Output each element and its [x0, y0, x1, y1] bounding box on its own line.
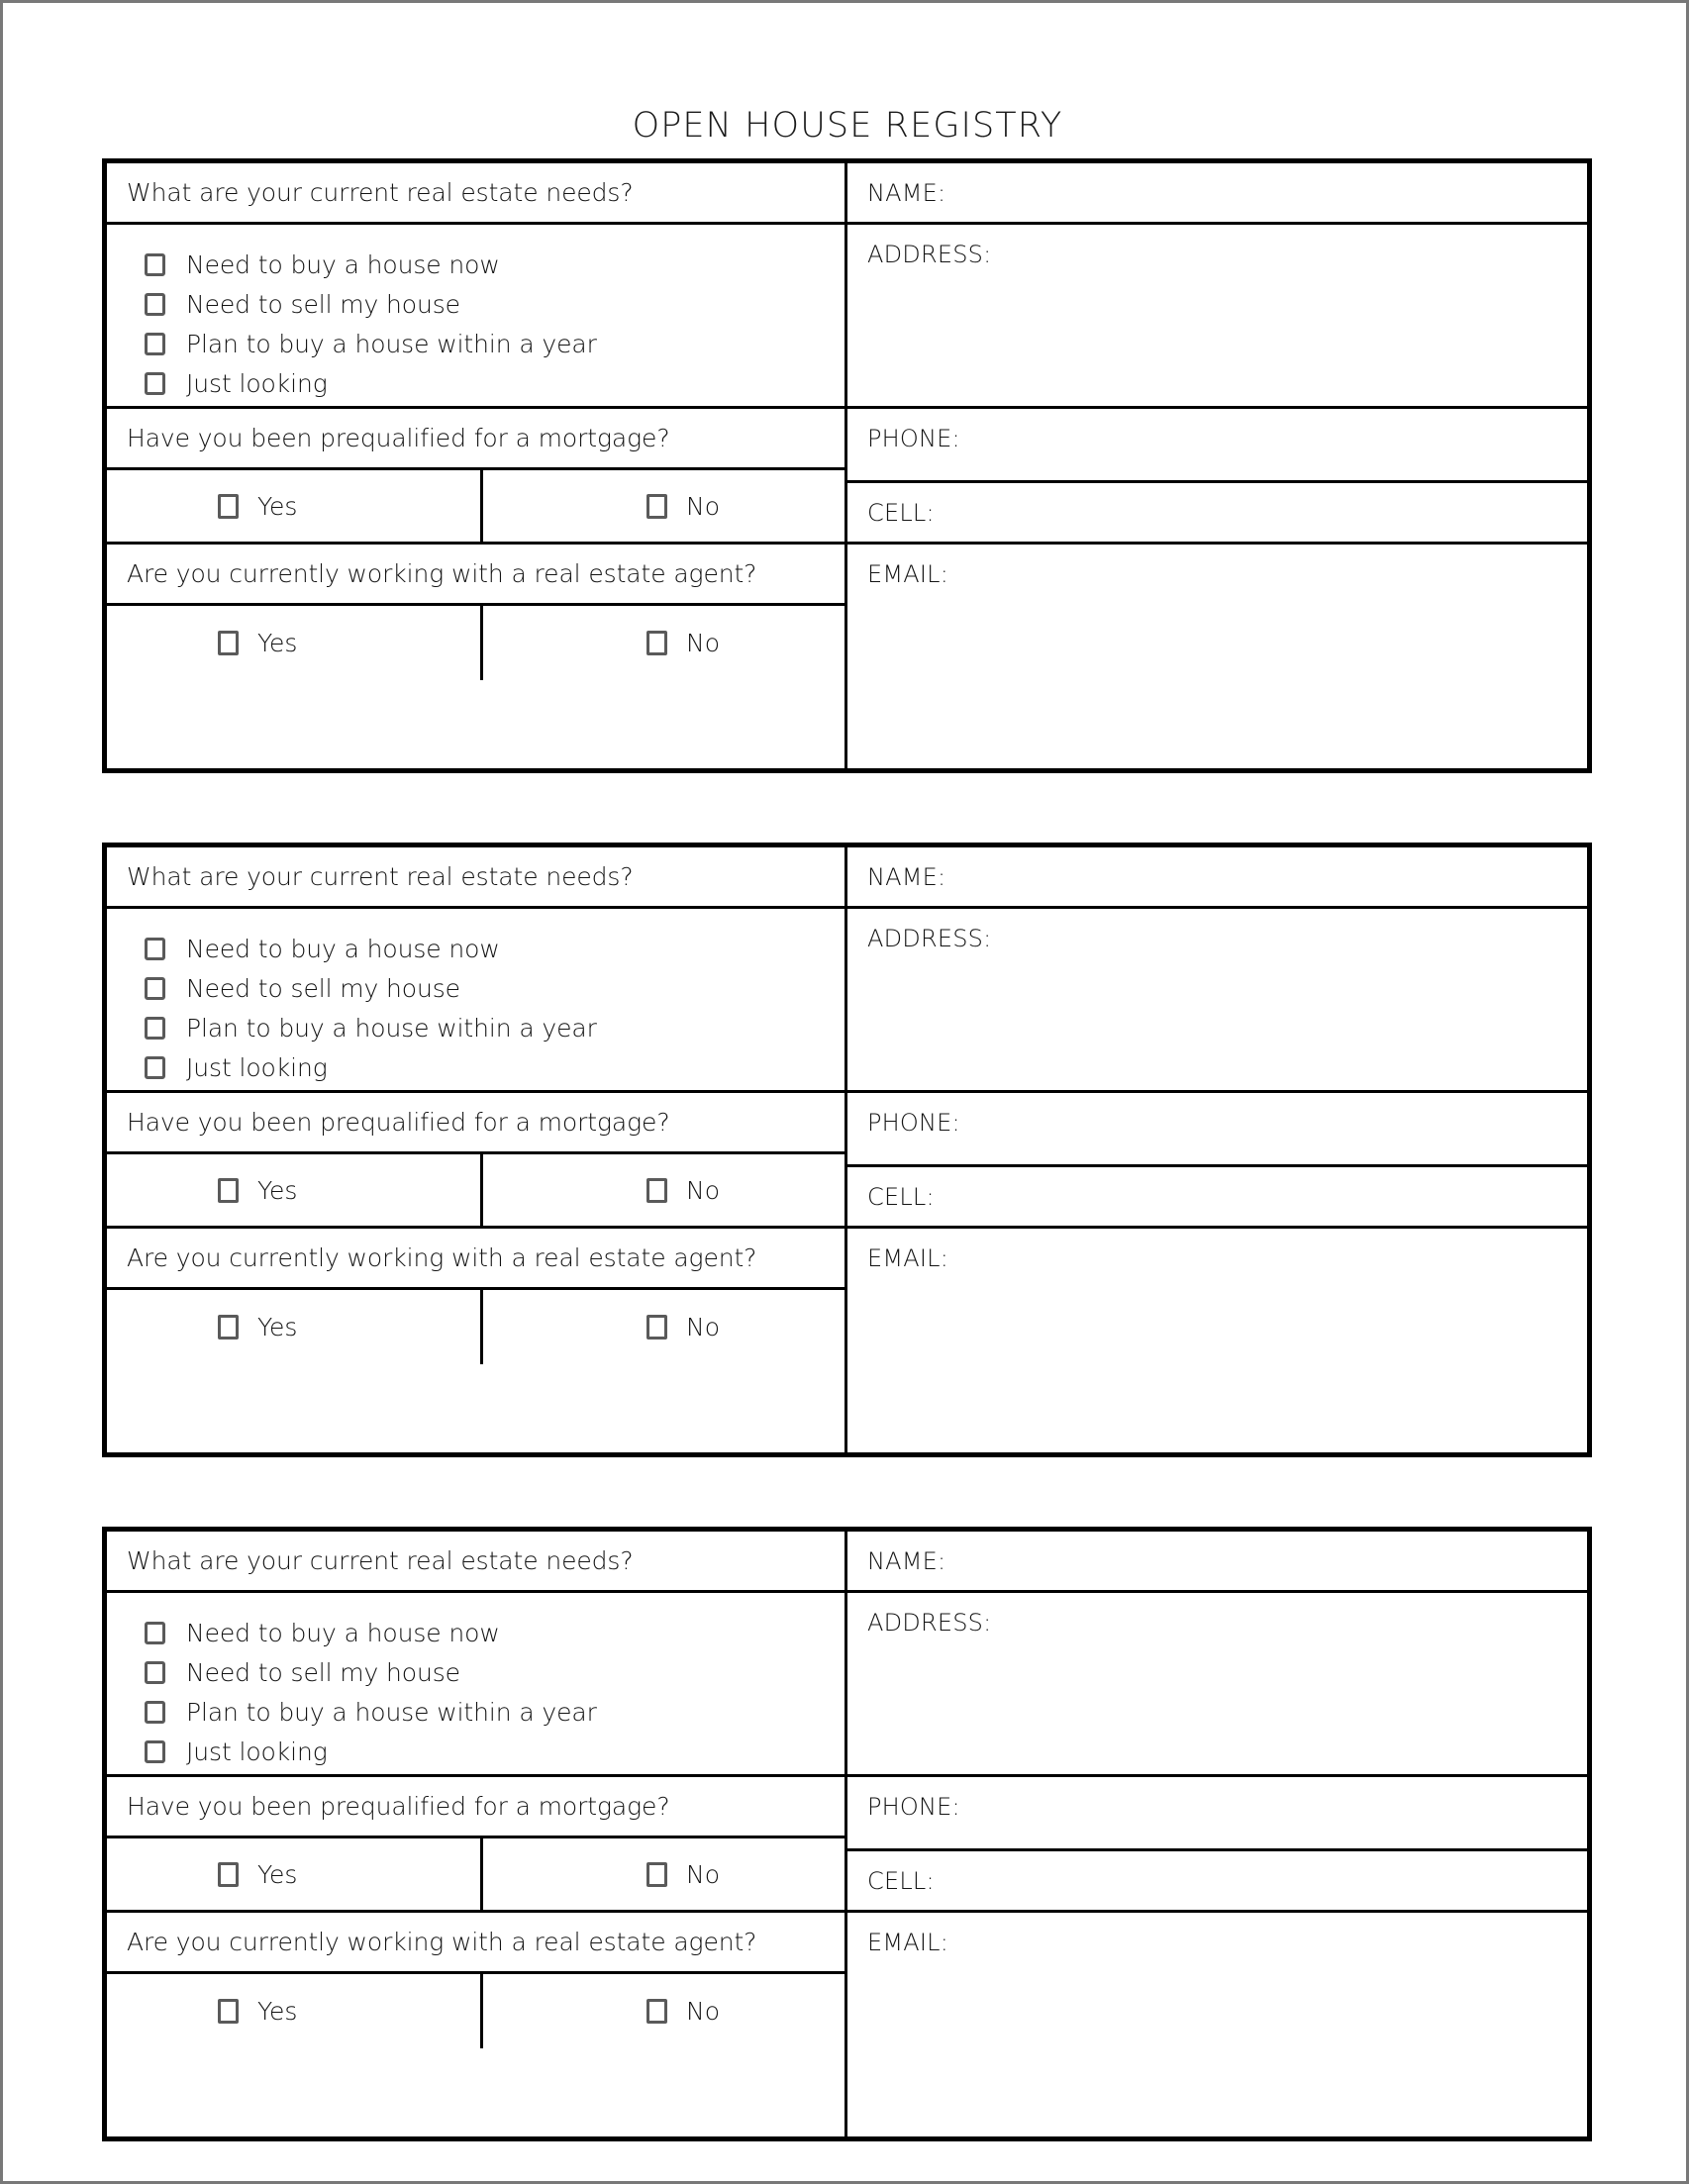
- answer-label: Yes: [257, 1175, 298, 1205]
- option-label: Need to sell my house: [186, 289, 460, 319]
- address-field[interactable]: [847, 909, 1587, 1093]
- checkbox-icon[interactable]: [646, 1862, 667, 1887]
- checkbox-icon[interactable]: [145, 1017, 165, 1040]
- question-needs-label: What are your current real estate needs?: [127, 178, 634, 207]
- questions-column: [107, 847, 847, 1452]
- question-prequalified-row: [107, 409, 844, 470]
- question-agent-row: [107, 1913, 844, 1974]
- prequalified-answer-row: [107, 1154, 844, 1229]
- checkbox-icon[interactable]: [145, 977, 165, 1000]
- question-prequalified-row: [107, 1777, 844, 1838]
- answer-label: No: [686, 1313, 720, 1341]
- question-agent-label: Are you currently working with a real estate agent?: [127, 1928, 757, 1956]
- address-label: ADDRESS:: [867, 925, 992, 952]
- option-row[interactable]: [145, 1008, 844, 1047]
- email-label: EMAIL:: [867, 1244, 949, 1272]
- contact-column: [847, 1532, 1587, 2136]
- checkbox-icon[interactable]: [145, 253, 165, 276]
- agent-yes-cell[interactable]: [107, 1290, 483, 1364]
- option-label: Plan to buy a house within a year: [186, 1697, 597, 1727]
- cell-label: CELL:: [867, 1183, 935, 1211]
- answer-label: No: [686, 1175, 720, 1205]
- checkbox-icon[interactable]: [218, 1178, 239, 1203]
- email-field[interactable]: [847, 1229, 1587, 1452]
- answer-label: No: [686, 491, 720, 521]
- cell-field[interactable]: [847, 483, 1587, 545]
- email-field[interactable]: [847, 545, 1587, 768]
- option-row[interactable]: [145, 1613, 844, 1652]
- questions-column: [107, 163, 847, 768]
- phone-label: PHONE:: [867, 1793, 960, 1821]
- phone-label: PHONE:: [867, 1109, 960, 1137]
- option-row[interactable]: [145, 1652, 844, 1692]
- agent-no-cell[interactable]: [483, 1974, 844, 2048]
- name-label: NAME:: [867, 863, 946, 891]
- checkbox-icon[interactable]: [145, 1661, 165, 1684]
- registry-entry-block-2: [102, 843, 1592, 1457]
- question-prequalified-label: Have you been prequalified for a mortgage?: [127, 424, 670, 452]
- question-prequalified-label: Have you been prequalified for a mortgage?: [127, 1108, 670, 1137]
- answer-label: No: [686, 629, 720, 657]
- option-label: Need to buy a house now: [186, 1618, 500, 1647]
- checkbox-icon[interactable]: [145, 293, 165, 316]
- checkbox-icon[interactable]: [145, 1622, 165, 1644]
- answer-label: Yes: [257, 1313, 298, 1341]
- name-label: NAME:: [867, 179, 946, 207]
- question-needs-label: What are your current real estate needs?: [127, 1546, 634, 1575]
- agent-no-cell[interactable]: [483, 606, 844, 680]
- address-field[interactable]: [847, 1593, 1587, 1777]
- option-label: Just looking: [186, 368, 328, 398]
- page-title: OPEN HOUSE REGISTRY: [632, 106, 1063, 146]
- prequalified-answer-row: [107, 470, 844, 545]
- prequalified-no-cell[interactable]: [483, 1838, 844, 1910]
- name-field[interactable]: [847, 847, 1587, 909]
- option-row[interactable]: [145, 363, 844, 403]
- answer-label: Yes: [257, 1997, 298, 2026]
- checkbox-icon[interactable]: [646, 631, 667, 655]
- name-field[interactable]: [847, 1532, 1587, 1593]
- question-needs-row: [107, 163, 844, 225]
- needs-options-group: [107, 225, 844, 409]
- question-needs-row: [107, 1532, 844, 1593]
- option-row[interactable]: [145, 1047, 844, 1087]
- checkbox-icon[interactable]: [218, 494, 239, 519]
- option-label: Need to sell my house: [186, 973, 460, 1003]
- cell-field[interactable]: [847, 1167, 1587, 1229]
- needs-options-group: [107, 1593, 844, 1777]
- email-label: EMAIL:: [867, 560, 949, 588]
- agent-answer-row: [107, 606, 844, 680]
- question-prequalified-label: Have you been prequalified for a mortgage?: [127, 1792, 670, 1821]
- option-label: Plan to buy a house within a year: [186, 329, 597, 358]
- question-needs-label: What are your current real estate needs?: [127, 862, 634, 891]
- option-row[interactable]: [145, 245, 844, 284]
- question-prequalified-row: [107, 1093, 844, 1154]
- question-agent-row: [107, 1229, 844, 1290]
- option-row[interactable]: [145, 929, 844, 968]
- question-agent-label: Are you currently working with a real estate agent?: [127, 559, 757, 588]
- option-row[interactable]: [145, 284, 844, 324]
- phone-field[interactable]: [847, 1093, 1587, 1167]
- name-label: NAME:: [867, 1547, 946, 1575]
- option-label: Need to buy a house now: [186, 934, 500, 963]
- checkbox-icon[interactable]: [646, 1178, 667, 1203]
- question-agent-row: [107, 545, 844, 606]
- checkbox-icon[interactable]: [145, 1740, 165, 1763]
- needs-options-group: [107, 909, 844, 1093]
- prequalified-no-cell[interactable]: [483, 1154, 844, 1226]
- prequalified-no-cell[interactable]: [483, 470, 844, 542]
- checkbox-icon[interactable]: [646, 1999, 667, 2024]
- answer-label: Yes: [257, 491, 298, 521]
- prequalified-yes-cell[interactable]: [107, 1154, 483, 1226]
- checkbox-icon[interactable]: [218, 1999, 239, 2024]
- agent-no-cell[interactable]: [483, 1290, 844, 1364]
- email-label: EMAIL:: [867, 1929, 949, 1956]
- address-label: ADDRESS:: [867, 241, 992, 268]
- answer-label: Yes: [257, 629, 298, 657]
- checkbox-icon[interactable]: [218, 631, 239, 655]
- phone-label: PHONE:: [867, 425, 960, 452]
- phone-field[interactable]: [847, 1777, 1587, 1851]
- option-label: Just looking: [186, 1052, 328, 1082]
- answer-label: No: [686, 1997, 720, 2026]
- option-row[interactable]: [145, 968, 844, 1008]
- questions-column: [107, 1532, 847, 2136]
- checkbox-icon[interactable]: [646, 494, 667, 519]
- question-agent-label: Are you currently working with a real estate agent?: [127, 1243, 757, 1272]
- registry-entry-block-3: [102, 1527, 1592, 2141]
- agent-yes-cell[interactable]: [107, 606, 483, 680]
- option-row[interactable]: [145, 324, 844, 363]
- checkbox-icon[interactable]: [218, 1315, 239, 1340]
- answer-label: No: [686, 1859, 720, 1889]
- checkbox-icon[interactable]: [646, 1315, 667, 1340]
- address-field[interactable]: [847, 225, 1587, 409]
- option-row[interactable]: [145, 1732, 844, 1771]
- agent-answer-row: [107, 1290, 844, 1364]
- cell-label: CELL:: [867, 1867, 935, 1895]
- registry-entry-block-1: [102, 158, 1592, 773]
- contact-column: [847, 847, 1587, 1452]
- question-needs-row: [107, 847, 844, 909]
- cell-label: CELL:: [867, 499, 935, 527]
- option-label: Need to buy a house now: [186, 249, 500, 279]
- prequalified-yes-cell[interactable]: [107, 1838, 483, 1910]
- option-label: Need to sell my house: [186, 1657, 460, 1687]
- option-row[interactable]: [145, 1692, 844, 1732]
- checkbox-icon[interactable]: [145, 1056, 165, 1079]
- checkbox-icon[interactable]: [145, 372, 165, 395]
- phone-field[interactable]: [847, 409, 1587, 483]
- agent-yes-cell[interactable]: [107, 1974, 483, 2048]
- answer-label: Yes: [257, 1859, 298, 1889]
- checkbox-icon[interactable]: [145, 1701, 165, 1724]
- agent-answer-row: [107, 1974, 844, 2048]
- address-label: ADDRESS:: [867, 1609, 992, 1637]
- prequalified-answer-row: [107, 1838, 844, 1913]
- contact-column: [847, 163, 1587, 768]
- checkbox-icon[interactable]: [218, 1862, 239, 1887]
- option-label: Plan to buy a house within a year: [186, 1013, 597, 1042]
- email-field[interactable]: [847, 1913, 1587, 2136]
- checkbox-icon[interactable]: [145, 938, 165, 960]
- name-field[interactable]: [847, 163, 1587, 225]
- option-label: Just looking: [186, 1737, 328, 1766]
- prequalified-yes-cell[interactable]: [107, 470, 483, 542]
- checkbox-icon[interactable]: [145, 333, 165, 355]
- cell-field[interactable]: [847, 1851, 1587, 1913]
